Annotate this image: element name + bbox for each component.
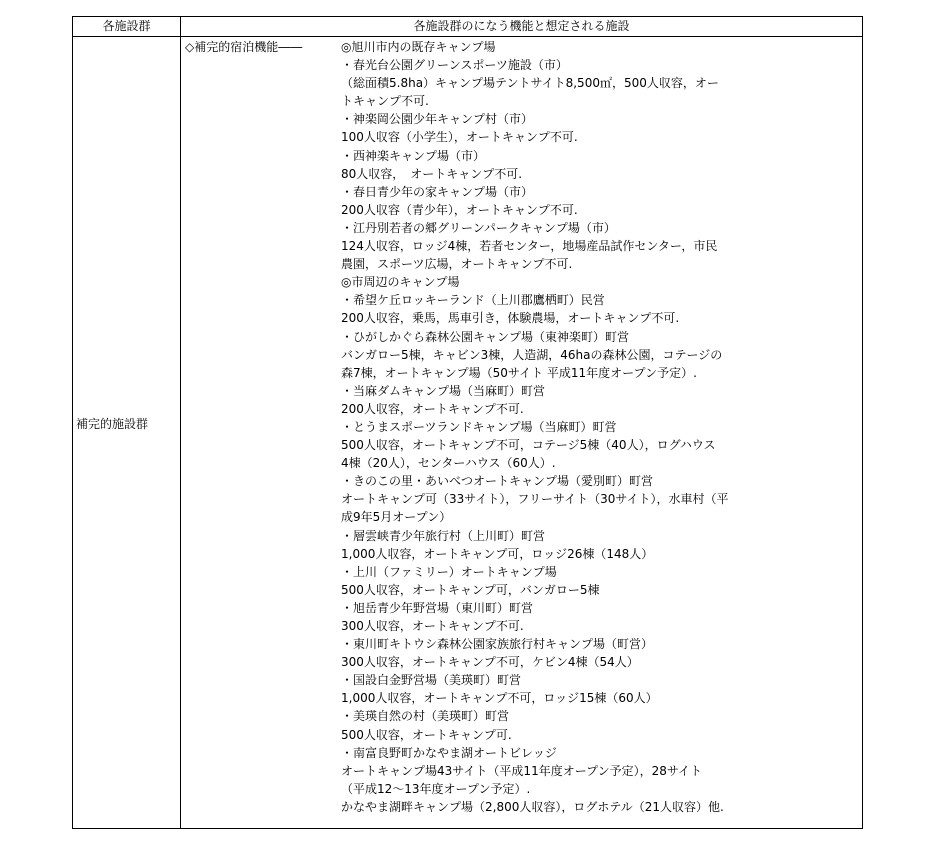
facility-line: ・きのこの里・あいべつオートキャンプ場（愛別町）町営 [341, 474, 654, 489]
facility-line: 124人収容，ロッジ4棟，若者センター，地場産品試作センター，市民 [341, 239, 718, 254]
facility-line: かなやま湖畔キャンプ場（2,800人収容），ログホテル（21人収容）他. [341, 799, 724, 814]
facility-line: 森7棟，オートキャンプ場（50サイト 平成11年度オープン予定）. [341, 365, 697, 380]
facility-line: ・旭岳青少年野営場（東川町）町営 [341, 600, 534, 615]
facility-line: ・層雲峡青少年旅行村（上川町）町営 [341, 528, 546, 543]
facility-line: オートキャンプ可（33サイト），フリーサイト（30サイト），水車村（平 [341, 492, 729, 507]
facility-line: 4棟（20人），センターハウス（60人）. [341, 456, 556, 471]
facility-line: 農園，スポーツ広場，オートキャンプ不可. [341, 257, 573, 272]
facility-line: 1,000人収容，オートキャンプ可，ロッジ26棟（148人） [341, 546, 654, 561]
facility-line: ・ひがしかぐら森林公園キャンプ場（東神楽町）町営 [341, 329, 630, 344]
facility-line: ・西神楽キャンプ場（市） [341, 148, 486, 163]
facility-line: 100人収容（小学生），オートキャンプ不可. [341, 130, 578, 145]
facility-line: 500人収容，オートキャンプ可，バンガロー5棟 [341, 582, 600, 597]
facility-line: 300人収容，オートキャンプ不可. [341, 619, 524, 633]
facility-line: ・とうまスポーツランドキャンプ場（当麻町）町営 [341, 419, 617, 434]
facility-line: ・江丹別若者の郷グリーンパークキャンプ場（市） [341, 220, 616, 235]
facility-line: ・美瑛自然の村（美瑛町）町営 [341, 709, 510, 724]
facility-line: ・上川（ファミリー）オートキャンプ場 [341, 564, 557, 579]
facility-line: 200人収容，乗馬，馬車引き，体験農場，オートキャンプ不可. [341, 311, 680, 326]
facility-line: 80人収容， オートキャンプ不可. [341, 166, 523, 181]
facility-line: ・春日青少年の家キャンプ場（市） [341, 184, 534, 199]
facility-line: 500人収容，オートキャンプ不可，コテージ5棟（40人），ログハウス [341, 438, 716, 453]
facility-line: ・神楽岡公園少年キャンプ村（市） [341, 112, 534, 127]
facility-line: （総面積5.8ha）キャンプ場テントサイト8,500㎡，500人収容，オー [341, 76, 719, 91]
facility-line: ・希望ケ丘ロッキーランド（上川郡鷹栖町）民営 [341, 293, 605, 308]
group-label: 補完的施設群 [76, 417, 149, 431]
facility-line: 500人収容，オートキャンプ可. [341, 727, 512, 742]
facility-line: 200人収容（青少年），オートキャンプ不可. [341, 202, 578, 217]
facility-table [72, 16, 863, 829]
facility-line: ・当麻ダムキャンプ場（当麻町）町営 [341, 383, 546, 398]
facility-line: バンガロー5棟，キャビン3棟，人造湖，46haの森林公園，コテージの [341, 347, 723, 362]
facility-line: オートキャンプ場43サイト（平成11年度オープン予定），28サイト [341, 763, 703, 778]
header-function-facilities: 各施設群のになう機能と想定される施設 [413, 19, 630, 33]
header-facility-group: 各施設群 [102, 19, 151, 33]
facility-list [341, 38, 861, 816]
category-label: ◇補完的宿泊機能―― [185, 40, 303, 54]
facility-line: 200人収容，オートキャンプ不可. [341, 401, 524, 416]
facility-line: トキャンプ不可. [341, 94, 429, 109]
facility-line: ・春光台公園グリーンスポーツ施設（市） [341, 58, 568, 73]
column-divider [180, 17, 181, 828]
facility-line: 300人収容，オートキャンプ不可，ケビン4棟（54人） [341, 655, 639, 670]
facility-line: ・南富良野町かなやま湖オートビレッジ [341, 745, 557, 760]
facility-line: ◎旭川市内の既存キャンプ場 [341, 40, 496, 54]
facility-line: 1,000人収容，オートキャンプ不可，ロッジ15棟（60人） [341, 691, 658, 706]
facility-line: ・東川町キトウシ森林公園家族旅行村キャンプ場（町営） [341, 637, 654, 652]
facility-line: ・国設白金野営場（美瑛町）町営 [341, 673, 522, 688]
facility-line: 成9年5月オープン） [341, 510, 452, 525]
facility-line: （平成12～13年度オープン予定）. [341, 781, 531, 796]
header-divider [73, 36, 862, 37]
facility-line: ◎市周辺のキャンプ場 [341, 275, 460, 290]
